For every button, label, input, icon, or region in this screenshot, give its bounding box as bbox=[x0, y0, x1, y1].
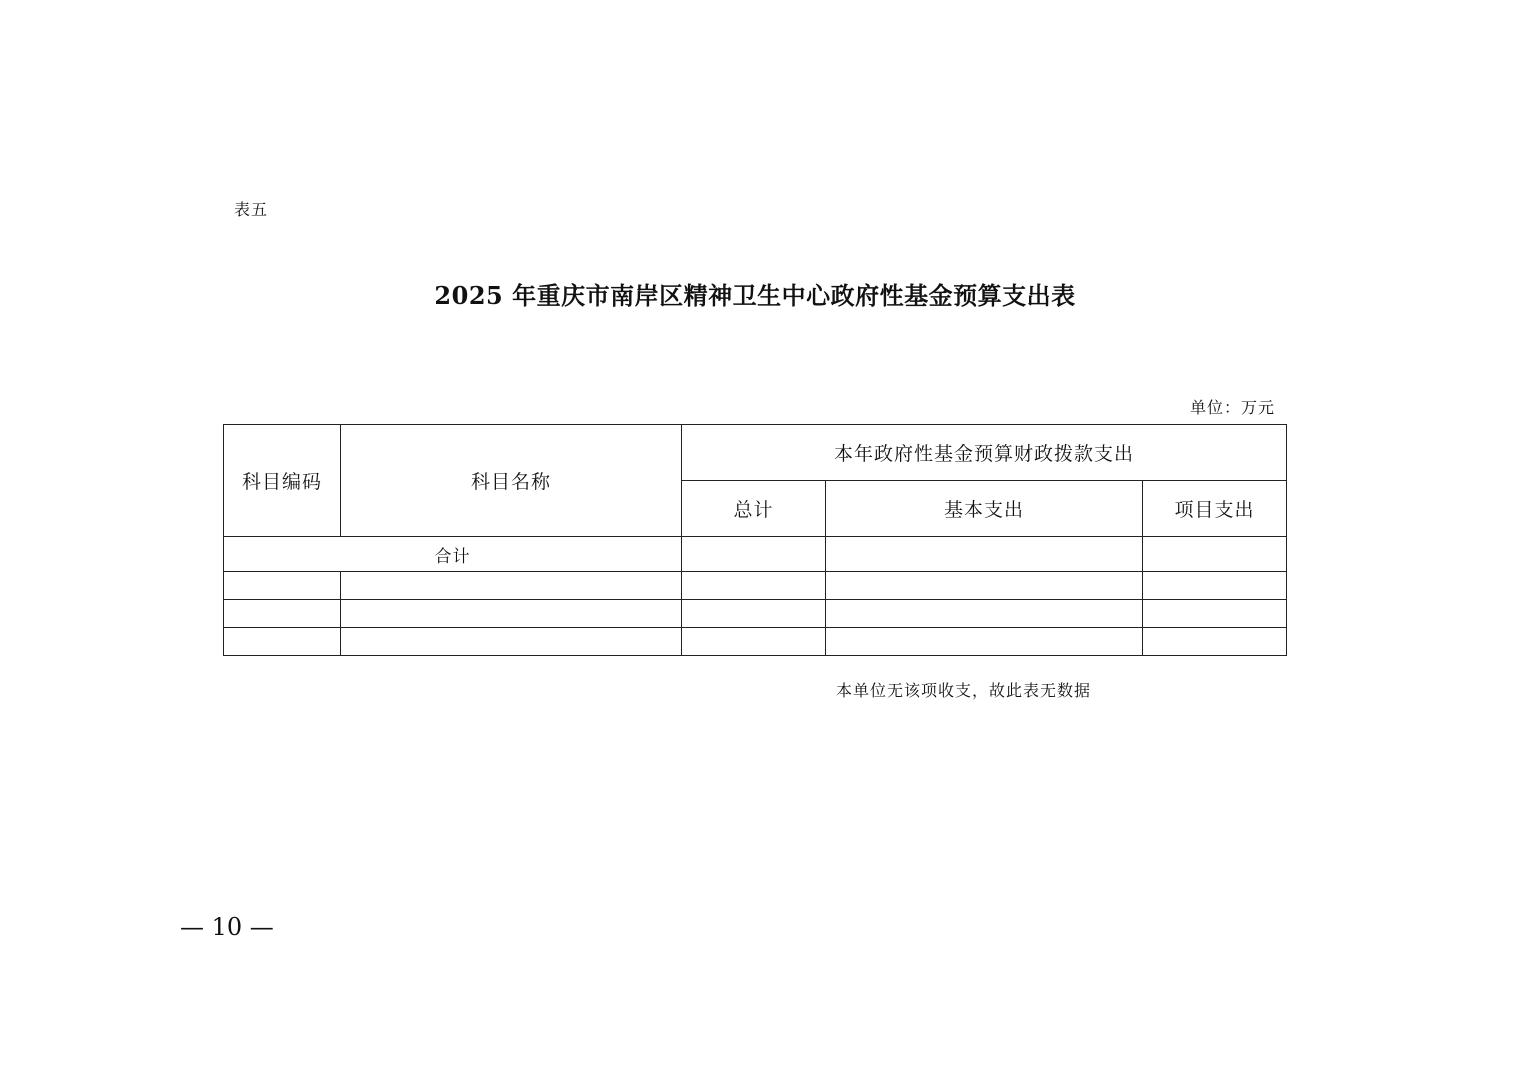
budget-table bbox=[223, 424, 1287, 656]
row-project bbox=[1143, 628, 1287, 656]
row-basic bbox=[826, 572, 1143, 600]
header-project-expense: 项目支出 bbox=[1143, 481, 1287, 537]
header-group: 本年政府性基金预算财政拨款支出 bbox=[682, 425, 1287, 481]
header-basic-expense: 基本支出 bbox=[826, 481, 1143, 537]
header-total: 总计 bbox=[682, 481, 826, 537]
page-title: 2025 年重庆市南岸区精神卫生中心政府性基金预算支出表 bbox=[434, 281, 1076, 310]
row-code bbox=[224, 600, 341, 628]
header-subject-name: 科目名称 bbox=[341, 425, 682, 537]
row-total bbox=[682, 600, 826, 628]
row-name bbox=[341, 600, 682, 628]
row-total bbox=[682, 572, 826, 600]
row-project bbox=[1143, 572, 1287, 600]
total-row bbox=[224, 537, 1287, 572]
row-total bbox=[682, 628, 826, 656]
row-basic bbox=[826, 628, 1143, 656]
header-subject-code: 科目编码 bbox=[224, 425, 341, 537]
total-row-label: 合计 bbox=[224, 537, 682, 572]
row-basic bbox=[826, 600, 1143, 628]
table-row bbox=[224, 600, 1287, 628]
table-row bbox=[224, 572, 1287, 600]
total-row-project bbox=[1143, 537, 1287, 572]
table-label: 表五 bbox=[234, 200, 269, 219]
footnote: 本单位无该项收支，故此表无数据 bbox=[836, 681, 1092, 700]
page-number: — 10 — bbox=[180, 913, 274, 941]
header-row bbox=[224, 425, 1287, 481]
row-name bbox=[341, 572, 682, 600]
unit-note: 单位：万元 bbox=[1189, 398, 1275, 417]
total-row-basic bbox=[826, 537, 1143, 572]
table-row bbox=[224, 628, 1287, 656]
total-row-total bbox=[682, 537, 826, 572]
row-name bbox=[341, 628, 682, 656]
row-code bbox=[224, 628, 341, 656]
row-code bbox=[224, 572, 341, 600]
row-project bbox=[1143, 600, 1287, 628]
